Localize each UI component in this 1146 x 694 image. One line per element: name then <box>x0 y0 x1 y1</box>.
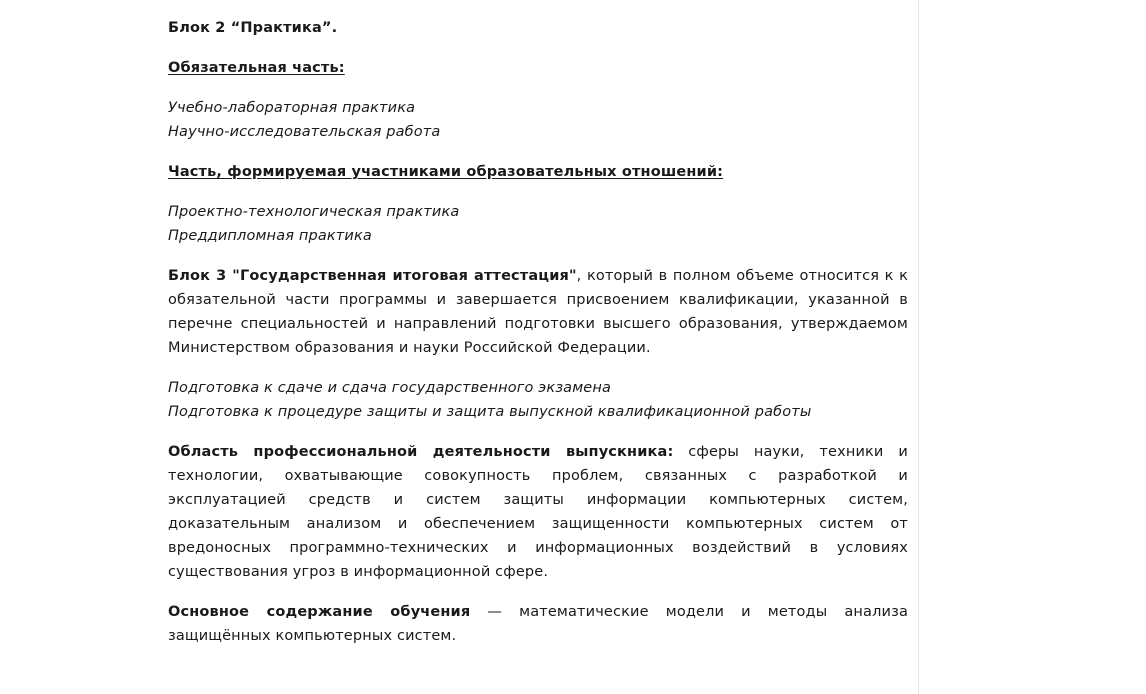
mandatory-heading-text: Обязательная часть: <box>168 60 345 76</box>
main-content-text: — математические модели и методы анализа защищённых компьютерных систем. <box>168 604 908 644</box>
mandatory-list <box>168 96 908 144</box>
list-item: Проектно-технологическая практика <box>168 204 460 220</box>
main-content-paragraph <box>168 600 908 648</box>
list-item: Подготовка к процедуре защиты и защита выпускной квалификационной работы <box>168 404 812 420</box>
list-item: Учебно-лабораторная практика <box>168 100 416 116</box>
list-item: Подготовка к сдаче и сдача государственного экзамена <box>168 380 612 396</box>
variable-heading <box>168 160 908 184</box>
document-content <box>168 16 908 664</box>
block3-text: , который в полном объеме относится к к обязательной части программы и завершается присвоением квалификации, указанной в перечне специальностей и направлений подготовки высшего образования, утверждаемом Министерством образования и науки Российской Федерации. <box>168 268 908 356</box>
professional-area-text: сферы науки, техники и технологии, охватывающие совокупность проблем, связанных с разработкой и эксплуатацией средств и систем защиты информации компьютерных систем, доказательным анализом и обеспечением защищенности компьютерных систем от вредоносных программно-технических и информационных воздействий в условиях существования угроз в информационной сфере. <box>168 444 908 580</box>
right-divider <box>918 0 919 694</box>
block3-list <box>168 376 908 424</box>
variable-list <box>168 200 908 248</box>
block2-title <box>168 16 908 40</box>
list-item: Преддипломная практика <box>168 228 372 244</box>
variable-heading-text: Часть, формируемая участниками образовательных отношений: <box>168 164 724 180</box>
professional-area-label: Область профессиональной деятельности выпускника: <box>168 444 674 460</box>
professional-area-paragraph <box>168 440 908 584</box>
block3-paragraph <box>168 264 908 360</box>
list-item: Научно-исследовательская работа <box>168 124 441 140</box>
block2-title-text: Блок 2 “Практика”. <box>168 20 338 36</box>
main-content-label: Основное содержание обучения <box>168 604 471 620</box>
block3-title: Блок 3 "Государственная итоговая аттестация" <box>168 268 577 284</box>
mandatory-heading <box>168 56 908 80</box>
